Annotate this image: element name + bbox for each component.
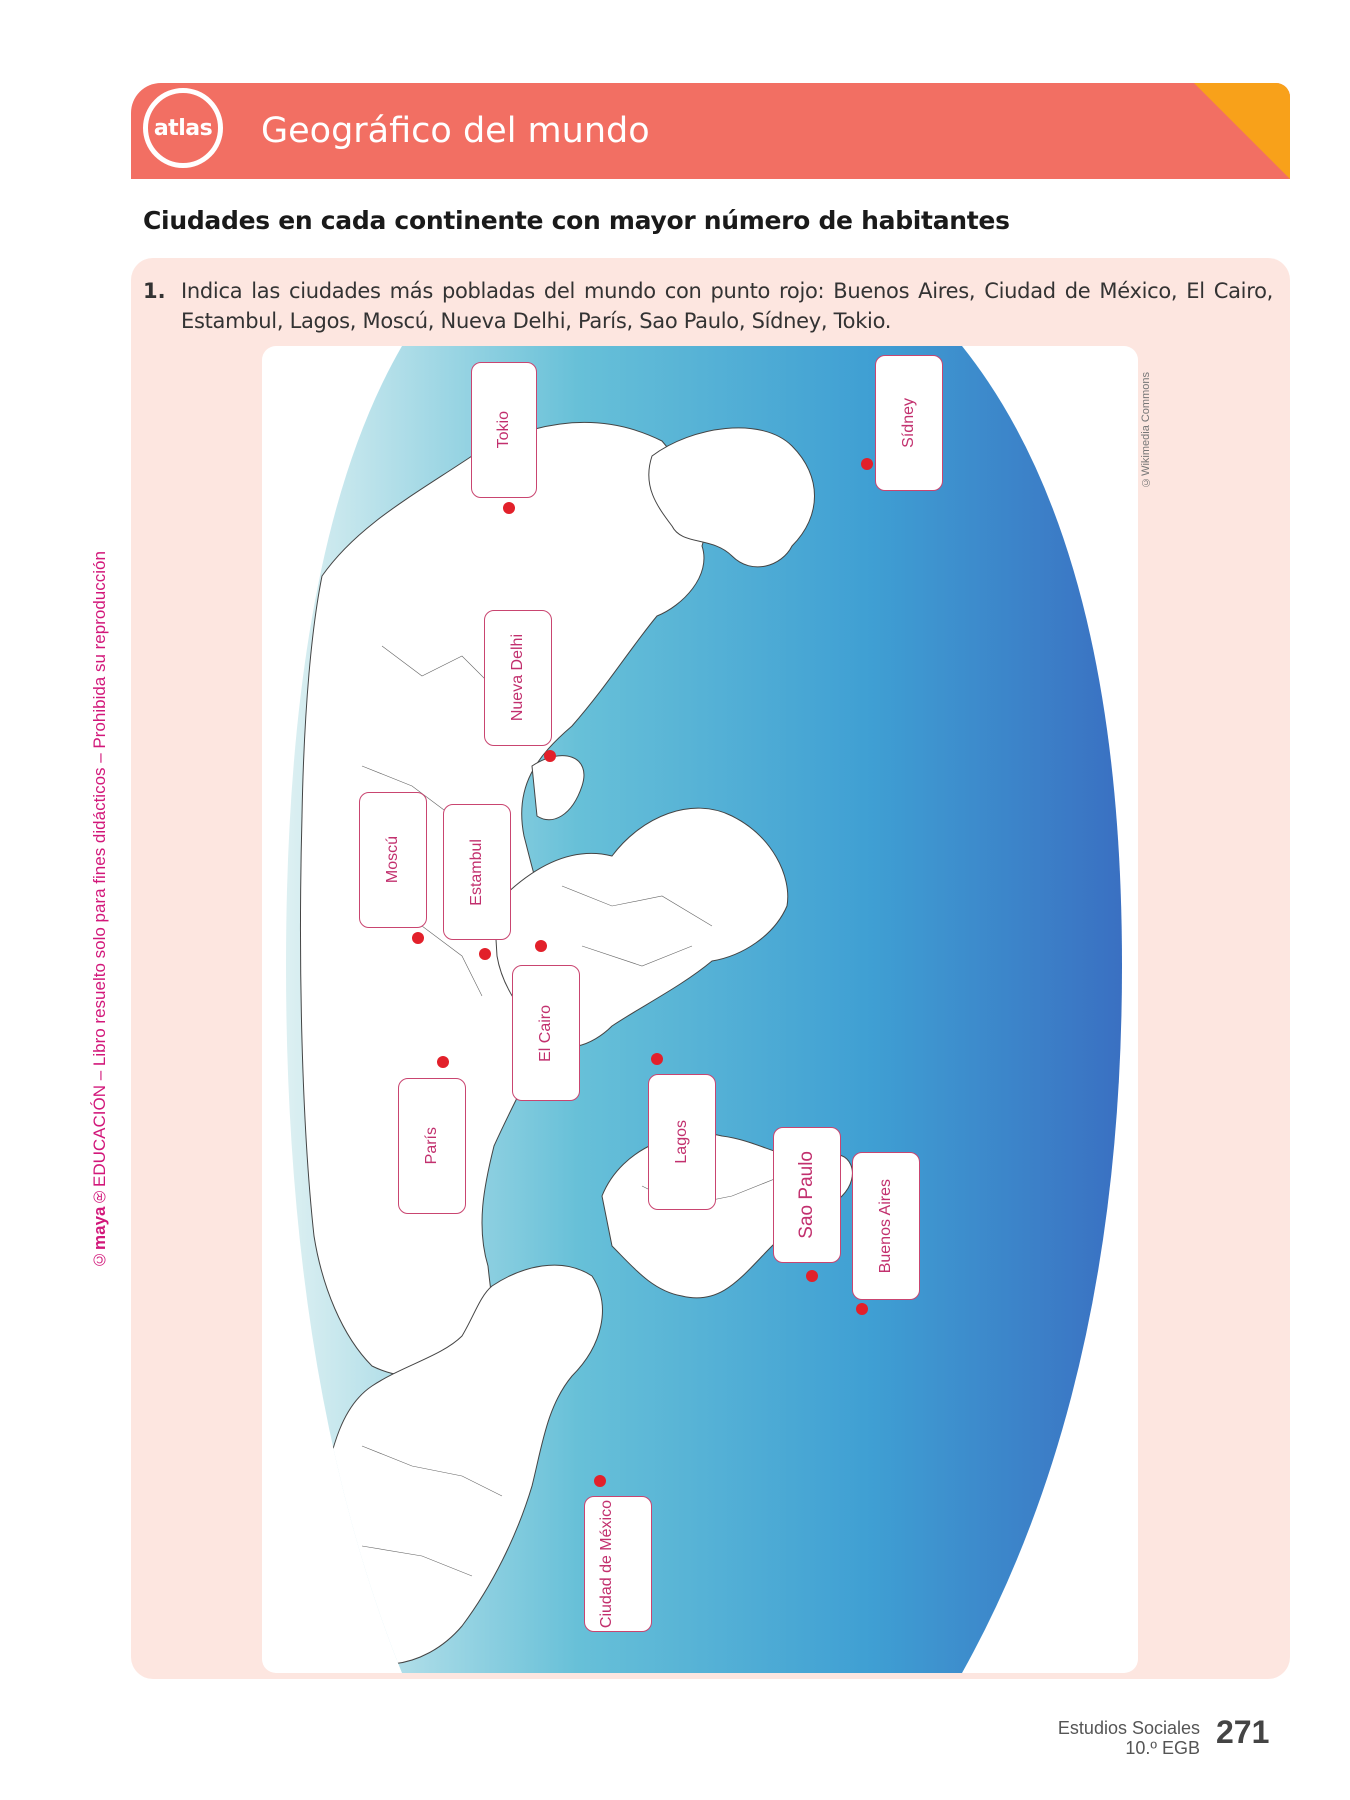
label-lagos-text: Lagos <box>673 1120 690 1164</box>
side-copyright-text <box>90 490 110 1330</box>
page-title: Geográfico del mundo <box>261 111 650 151</box>
marker-nueva-delhi <box>544 750 556 762</box>
label-nueva-delhi[interactable] <box>484 610 552 746</box>
world-map-graphic <box>262 346 1138 1673</box>
map-credit: ©Wikimedia Commons <box>1140 372 1152 488</box>
footer-subject <box>1058 1718 1200 1758</box>
marker-sidney <box>861 458 873 470</box>
label-estambul-text: Estambul <box>468 838 485 906</box>
label-lagos[interactable] <box>648 1074 716 1210</box>
label-ciudad-de-mexico-text: Ciudad de México <box>598 1499 615 1629</box>
label-tokio-text: Tokio <box>495 411 512 449</box>
footer-grade: 10.º EGB <box>1125 1738 1200 1758</box>
section-title: Ciudades en cada continente con mayor número de habitantes <box>143 206 1010 235</box>
label-sao-paulo-text: Sao Paulo <box>796 1151 817 1239</box>
copyright-symbol: © <box>90 1249 109 1269</box>
marker-sao-paulo <box>806 1270 818 1282</box>
marker-el-cairo <box>535 940 547 952</box>
label-tokio[interactable] <box>471 362 537 498</box>
label-buenos-aires[interactable] <box>852 1152 920 1300</box>
question-number: 1. <box>143 279 166 303</box>
brand-name: maya <box>90 1206 109 1250</box>
world-map <box>262 346 1138 1673</box>
marker-estambul <box>479 948 491 960</box>
label-sidney-text: Sídney <box>900 398 917 448</box>
label-ciudad-de-mexico[interactable] <box>584 1496 652 1632</box>
marker-ciudad-de-mexico <box>594 1475 606 1487</box>
label-buenos-aires-text: Buenos Aires <box>877 1178 894 1274</box>
marker-moscu <box>412 932 424 944</box>
label-sao-paulo[interactable] <box>773 1127 841 1263</box>
atlas-logo-text: atlas <box>153 115 213 141</box>
marker-paris <box>437 1056 449 1068</box>
marker-buenos-aires <box>856 1303 868 1315</box>
label-sidney[interactable] <box>875 355 943 491</box>
label-paris-text: París <box>423 1127 440 1165</box>
question-1 <box>143 276 1273 336</box>
label-moscu-text: Moscú <box>384 836 401 884</box>
marker-lagos <box>651 1053 663 1065</box>
registered-symbol: ® <box>90 1187 109 1207</box>
atlas-logo <box>143 88 223 168</box>
label-el-cairo-text: El Cairo <box>537 1004 554 1062</box>
footer-subject-name: Estudios Sociales <box>1057 1718 1200 1738</box>
label-moscu[interactable] <box>359 792 427 928</box>
marker-tokio <box>503 502 515 514</box>
header-banner <box>131 83 1290 179</box>
page-number: 271 <box>1216 1714 1270 1750</box>
side-credit-text: EDUCACIÓN – Libro resuelto solo para fines didácticos – Prohibida su reproducción <box>90 551 109 1188</box>
label-el-cairo[interactable] <box>512 965 580 1101</box>
label-nueva-delhi-text: Nueva Delhi <box>509 634 526 722</box>
label-paris[interactable] <box>398 1078 466 1214</box>
question-text: Indica las ciudades más pobladas del mundo con punto rojo: Buenos Aires, Ciudad de México, El Cairo, Estambul, Lagos, Moscú, Nueva Delhi, París, Sao Paulo, Sídney, Tokio. <box>181 279 1273 333</box>
label-estambul[interactable] <box>443 804 511 940</box>
banner-corner-accent <box>1194 83 1290 179</box>
